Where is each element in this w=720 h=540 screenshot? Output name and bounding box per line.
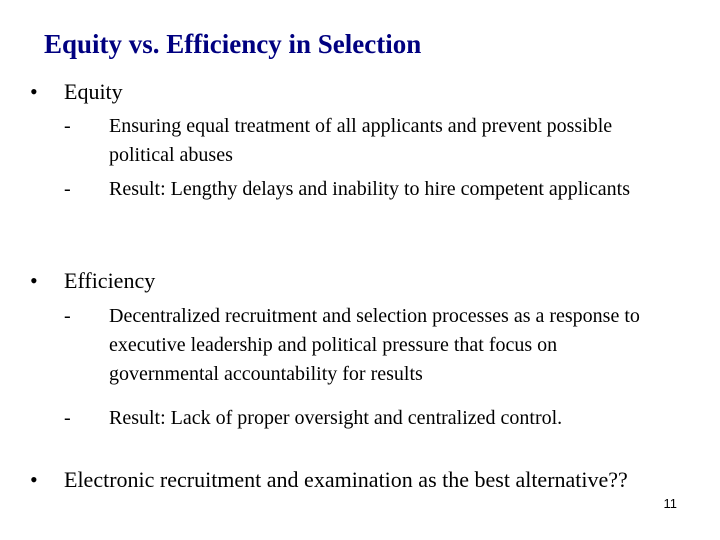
- bullet-electronic-recruitment: [30, 466, 628, 495]
- slide-title: Equity vs. Efficiency in Selection: [44, 29, 422, 59]
- subpoint-efficiency-1: [0, 302, 720, 390]
- subpoint-text: Result: Lack of proper oversight and centralized control.: [109, 407, 563, 429]
- bullet-dot: •: [30, 268, 38, 293]
- subpoint-equity-1: [0, 112, 720, 170]
- bullet-label: Efficiency: [64, 268, 156, 293]
- subpoint-dash: -: [64, 178, 71, 200]
- subpoint-text: Ensuring equal treatment of all applicants and prevent possible political abuses: [109, 115, 613, 166]
- subpoint-text: Result: Lengthy delays and inability to hire competent applicants: [109, 178, 630, 200]
- bullet-label: Equity: [64, 79, 123, 104]
- bullet-dot: •: [30, 79, 38, 104]
- bullet-label: Electronic recruitment and examination as the best alternative??: [64, 467, 628, 492]
- subpoint-equity-2: [0, 175, 720, 233]
- subpoint-dash: -: [64, 407, 71, 429]
- subpoint-dash: -: [64, 115, 71, 137]
- bullet-efficiency: [30, 267, 155, 296]
- page-number: 11: [663, 496, 677, 511]
- subpoint-efficiency-2: [0, 404, 720, 434]
- bullet-equity: [30, 78, 123, 107]
- subpoint-text: Decentralized recruitment and selection processes as a response to executive leadership and political pressure that focus on governmental accountability for results: [109, 305, 640, 385]
- subpoint-dash: -: [64, 305, 71, 327]
- bullet-dot: •: [30, 467, 38, 492]
